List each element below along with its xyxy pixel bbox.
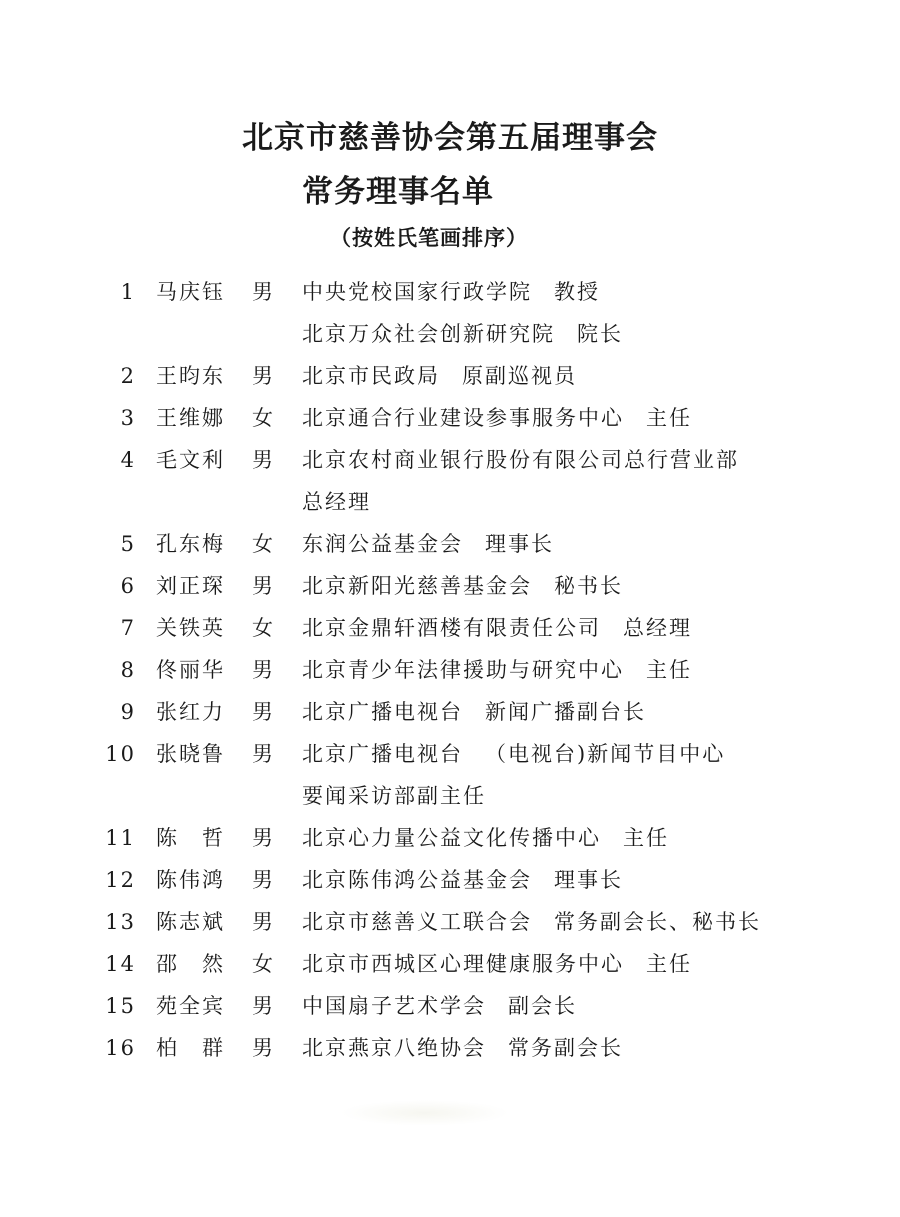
member-entry xyxy=(100,608,880,650)
position-title: 院长 xyxy=(577,322,623,346)
member-gender: 男 xyxy=(252,994,275,1018)
organization-name: 中国扇子艺术学会 xyxy=(302,994,486,1018)
member-number: 9 xyxy=(120,700,136,724)
member-line xyxy=(100,944,880,986)
member-affiliation xyxy=(302,272,600,312)
member-name: 柏 群 xyxy=(156,1036,225,1060)
member-entry xyxy=(100,650,880,692)
member-name: 张晓鲁 xyxy=(156,742,225,766)
member-name: 陈 哲 xyxy=(156,826,225,850)
member-gender: 女 xyxy=(252,406,275,430)
member-line xyxy=(100,356,880,398)
member-number: 8 xyxy=(120,658,136,682)
member-affiliation xyxy=(302,440,739,480)
organization-name: 北京广播电视台 xyxy=(302,742,463,766)
member-affiliation xyxy=(302,314,623,354)
member-name: 陈志斌 xyxy=(156,910,225,934)
member-entry xyxy=(100,272,880,356)
member-affiliation xyxy=(302,398,692,438)
member-number: 13 xyxy=(105,910,136,934)
member-affiliation xyxy=(302,902,761,942)
member-line xyxy=(100,692,880,734)
member-line xyxy=(100,650,880,692)
document-title: 北京市慈善协会第五届理事会 xyxy=(242,120,658,156)
member-entry xyxy=(100,692,880,734)
member-line xyxy=(100,776,880,818)
member-affiliation xyxy=(302,608,692,648)
member-entry xyxy=(100,986,880,1028)
member-name: 邵 然 xyxy=(156,952,225,976)
member-name: 王昀东 xyxy=(156,364,225,388)
member-affiliation xyxy=(302,356,577,396)
organization-name: 北京通合行业建设参事服务中心 xyxy=(302,406,624,430)
member-gender: 男 xyxy=(252,1036,275,1060)
member-gender: 男 xyxy=(252,364,275,388)
member-name: 刘正琛 xyxy=(156,574,225,598)
member-affiliation xyxy=(302,524,554,564)
member-gender: 男 xyxy=(252,910,275,934)
position-title: 原副巡视员 xyxy=(462,364,577,388)
member-number: 16 xyxy=(105,1036,136,1060)
member-line xyxy=(100,482,880,524)
member-gender: 男 xyxy=(252,700,275,724)
member-entry xyxy=(100,524,880,566)
member-number: 12 xyxy=(105,868,136,892)
member-entry xyxy=(100,734,880,818)
member-line xyxy=(100,1028,880,1070)
member-line xyxy=(100,860,880,902)
position-title: 主任 xyxy=(646,952,692,976)
member-affiliation xyxy=(302,734,725,774)
member-gender: 男 xyxy=(252,742,275,766)
member-entry xyxy=(100,440,880,524)
position-title: 理事长 xyxy=(485,532,554,556)
member-gender: 女 xyxy=(252,952,275,976)
member-number: 7 xyxy=(120,616,136,640)
member-gender: 男 xyxy=(252,280,275,304)
position-title: 总经理 xyxy=(623,616,692,640)
position-title: 常务副会长 xyxy=(508,1036,623,1060)
member-affiliation xyxy=(302,1028,623,1068)
member-affiliation xyxy=(302,818,669,858)
sort-note: （按姓氏笔画排序） xyxy=(330,226,528,250)
member-number: 5 xyxy=(120,532,136,556)
member-line xyxy=(100,272,880,314)
member-entry xyxy=(100,818,880,860)
member-gender: 男 xyxy=(252,868,275,892)
organization-name: 北京青少年法律援助与研究中心 xyxy=(302,658,624,682)
member-number: 3 xyxy=(120,406,136,430)
member-entry xyxy=(100,566,880,608)
member-name: 张红力 xyxy=(156,700,225,724)
document-subtitle: 常务理事名单 xyxy=(302,174,494,210)
position-title: 主任 xyxy=(623,826,669,850)
organization-name: 北京市民政局 xyxy=(302,364,440,388)
member-number: 11 xyxy=(105,826,136,850)
member-list xyxy=(100,272,880,1070)
organization-name: 要闻采访部副主任 xyxy=(302,784,486,808)
member-affiliation xyxy=(302,860,623,900)
member-name: 孔东梅 xyxy=(156,532,225,556)
organization-name: 北京农村商业银行股份有限公司总行营业部 xyxy=(302,448,739,472)
organization-name: 总经理 xyxy=(302,490,371,514)
member-gender: 男 xyxy=(252,574,275,598)
member-line xyxy=(100,314,880,356)
position-title: 理事长 xyxy=(554,868,623,892)
organization-name: 北京燕京八绝协会 xyxy=(302,1036,486,1060)
member-number: 14 xyxy=(105,952,136,976)
member-number: 2 xyxy=(120,364,136,388)
position-title: 副会长 xyxy=(508,994,577,1018)
organization-name: 北京市西城区心理健康服务中心 xyxy=(302,952,624,976)
member-entry xyxy=(100,860,880,902)
member-name: 毛文利 xyxy=(156,448,225,472)
member-entry xyxy=(100,1028,880,1070)
member-name: 马庆钰 xyxy=(156,280,225,304)
member-line xyxy=(100,524,880,566)
member-line xyxy=(100,818,880,860)
member-affiliation xyxy=(302,692,646,732)
member-number: 6 xyxy=(120,574,136,598)
member-name: 王维娜 xyxy=(156,406,225,430)
organization-name: 北京广播电视台 xyxy=(302,700,463,724)
scan-smudge xyxy=(340,1100,510,1126)
member-name: 关铁英 xyxy=(156,616,225,640)
member-gender: 男 xyxy=(252,658,275,682)
member-line xyxy=(100,608,880,650)
member-affiliation xyxy=(302,482,371,522)
member-number: 4 xyxy=(120,448,136,472)
organization-name: 北京市慈善义工联合会 xyxy=(302,910,532,934)
member-entry xyxy=(100,944,880,986)
member-name: 陈伟鸿 xyxy=(156,868,225,892)
member-affiliation xyxy=(302,650,692,690)
position-title: 常务副会长、秘书长 xyxy=(554,910,761,934)
organization-name: 北京陈伟鸿公益基金会 xyxy=(302,868,532,892)
member-line xyxy=(100,398,880,440)
member-affiliation xyxy=(302,776,486,816)
position-title: 新闻广播副台长 xyxy=(485,700,646,724)
member-number: 1 xyxy=(120,280,136,304)
member-affiliation xyxy=(302,566,623,606)
position-title: （电视台)新闻节目中心 xyxy=(485,742,726,766)
organization-name: 东润公益基金会 xyxy=(302,532,463,556)
member-number: 15 xyxy=(105,994,136,1018)
member-line xyxy=(100,986,880,1028)
member-entry xyxy=(100,902,880,944)
member-entry xyxy=(100,398,880,440)
position-title: 主任 xyxy=(646,658,692,682)
member-line xyxy=(100,440,880,482)
member-affiliation xyxy=(302,944,692,984)
member-name: 佟丽华 xyxy=(156,658,225,682)
member-gender: 男 xyxy=(252,826,275,850)
member-entry xyxy=(100,356,880,398)
organization-name: 北京万众社会创新研究院 xyxy=(302,322,555,346)
member-line xyxy=(100,566,880,608)
member-line xyxy=(100,902,880,944)
member-gender: 女 xyxy=(252,616,275,640)
organization-name: 北京心力量公益文化传播中心 xyxy=(302,826,601,850)
member-line xyxy=(100,734,880,776)
member-name: 苑全宾 xyxy=(156,994,225,1018)
member-number: 10 xyxy=(105,742,136,766)
organization-name: 北京新阳光慈善基金会 xyxy=(302,574,532,598)
position-title: 主任 xyxy=(646,406,692,430)
organization-name: 中央党校国家行政学院 xyxy=(302,280,532,304)
organization-name: 北京金鼎轩酒楼有限责任公司 xyxy=(302,616,601,640)
member-affiliation xyxy=(302,986,577,1026)
member-gender: 女 xyxy=(252,532,275,556)
position-title: 秘书长 xyxy=(554,574,623,598)
member-gender: 男 xyxy=(252,448,275,472)
position-title: 教授 xyxy=(554,280,600,304)
